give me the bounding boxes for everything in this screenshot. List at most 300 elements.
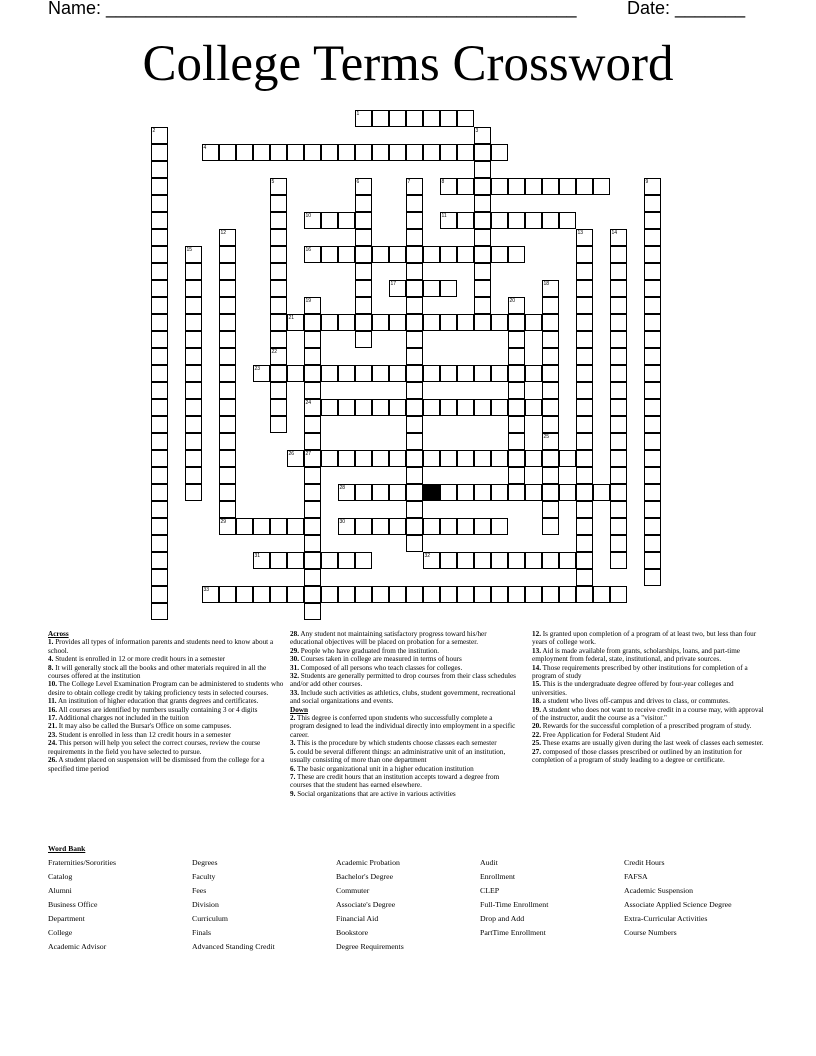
grid-cell[interactable] xyxy=(644,229,661,246)
grid-cell[interactable] xyxy=(304,603,321,620)
grid-cell[interactable] xyxy=(576,297,593,314)
grid-cell[interactable] xyxy=(270,229,287,246)
grid-cell[interactable] xyxy=(355,195,372,212)
grid-cell[interactable] xyxy=(610,314,627,331)
grid-cell[interactable] xyxy=(270,144,287,161)
grid-cell[interactable] xyxy=(440,586,457,603)
grid-cell[interactable] xyxy=(559,212,576,229)
grid-cell[interactable] xyxy=(151,569,168,586)
grid-cell[interactable] xyxy=(406,331,423,348)
grid-cell[interactable] xyxy=(219,501,236,518)
grid-cell[interactable] xyxy=(355,484,372,501)
grid-cell[interactable] xyxy=(372,110,389,127)
grid-cell[interactable] xyxy=(355,518,372,535)
grid-cell[interactable] xyxy=(304,314,321,331)
grid-cell[interactable] xyxy=(406,518,423,535)
grid-cell[interactable] xyxy=(338,314,355,331)
grid-cell[interactable] xyxy=(610,518,627,535)
grid-cell[interactable] xyxy=(423,365,440,382)
grid-cell[interactable] xyxy=(219,348,236,365)
grid-cell[interactable] xyxy=(389,246,406,263)
grid-cell[interactable] xyxy=(576,280,593,297)
grid-cell[interactable] xyxy=(474,280,491,297)
grid-cell[interactable] xyxy=(219,416,236,433)
grid-cell[interactable] xyxy=(270,399,287,416)
grid-cell[interactable] xyxy=(304,501,321,518)
grid-cell[interactable] xyxy=(593,178,610,195)
grid-cell[interactable] xyxy=(491,212,508,229)
grid-cell[interactable] xyxy=(474,484,491,501)
grid-cell[interactable] xyxy=(304,518,321,535)
grid-cell[interactable] xyxy=(355,331,372,348)
grid-cell[interactable] xyxy=(151,484,168,501)
grid-cell[interactable] xyxy=(219,382,236,399)
grid-cell[interactable] xyxy=(151,467,168,484)
grid-cell[interactable] xyxy=(508,484,525,501)
grid-cell[interactable] xyxy=(440,399,457,416)
grid-cell[interactable] xyxy=(423,399,440,416)
grid-cell[interactable] xyxy=(338,552,355,569)
grid-cell[interactable] xyxy=(151,229,168,246)
grid-cell[interactable] xyxy=(542,297,559,314)
grid-cell[interactable] xyxy=(525,178,542,195)
grid-cell[interactable] xyxy=(491,484,508,501)
grid-cell[interactable] xyxy=(185,399,202,416)
grid-cell[interactable] xyxy=(508,365,525,382)
grid-cell[interactable] xyxy=(151,603,168,620)
grid-cell[interactable] xyxy=(151,535,168,552)
grid-cell[interactable] xyxy=(304,382,321,399)
grid-cell[interactable] xyxy=(644,314,661,331)
grid-cell[interactable] xyxy=(406,433,423,450)
grid-cell[interactable] xyxy=(321,314,338,331)
grid-cell[interactable] xyxy=(270,314,287,331)
grid-cell[interactable] xyxy=(644,263,661,280)
grid-cell[interactable] xyxy=(304,416,321,433)
grid-cell[interactable] xyxy=(185,433,202,450)
grid-cell[interactable] xyxy=(457,518,474,535)
grid-cell[interactable] xyxy=(406,314,423,331)
grid-cell[interactable] xyxy=(270,365,287,382)
grid-cell[interactable] xyxy=(406,399,423,416)
grid-cell[interactable] xyxy=(406,586,423,603)
grid-cell[interactable] xyxy=(474,586,491,603)
grid-cell[interactable] xyxy=(389,110,406,127)
grid-cell[interactable] xyxy=(406,467,423,484)
grid-cell[interactable] xyxy=(508,399,525,416)
grid-cell[interactable] xyxy=(355,314,372,331)
grid-cell[interactable] xyxy=(304,484,321,501)
grid-cell[interactable] xyxy=(219,297,236,314)
grid-cell[interactable] xyxy=(389,484,406,501)
grid-cell[interactable] xyxy=(406,229,423,246)
grid-cell[interactable] xyxy=(644,348,661,365)
grid-cell[interactable] xyxy=(525,314,542,331)
grid-cell[interactable] xyxy=(321,365,338,382)
grid-cell[interactable] xyxy=(491,314,508,331)
grid-cell[interactable] xyxy=(508,348,525,365)
grid-cell[interactable] xyxy=(185,263,202,280)
grid-cell[interactable] xyxy=(423,314,440,331)
grid-cell[interactable] xyxy=(610,365,627,382)
grid-cell[interactable] xyxy=(423,144,440,161)
grid-cell[interactable] xyxy=(576,416,593,433)
grid-cell[interactable] xyxy=(610,280,627,297)
grid-cell[interactable] xyxy=(457,314,474,331)
grid-cell[interactable] xyxy=(151,246,168,263)
grid-cell[interactable] xyxy=(474,229,491,246)
grid-cell[interactable] xyxy=(525,484,542,501)
grid-cell[interactable] xyxy=(270,195,287,212)
grid-cell[interactable] xyxy=(542,399,559,416)
grid-cell[interactable] xyxy=(644,416,661,433)
grid-cell[interactable] xyxy=(508,552,525,569)
grid-cell[interactable] xyxy=(457,450,474,467)
grid-cell[interactable] xyxy=(253,586,270,603)
grid-cell[interactable] xyxy=(185,348,202,365)
grid-cell[interactable] xyxy=(406,195,423,212)
grid-cell[interactable] xyxy=(508,331,525,348)
grid-cell[interactable] xyxy=(491,518,508,535)
grid-cell[interactable] xyxy=(185,450,202,467)
grid-cell[interactable] xyxy=(287,144,304,161)
grid-cell[interactable] xyxy=(525,586,542,603)
grid-cell[interactable] xyxy=(457,212,474,229)
grid-cell[interactable] xyxy=(508,212,525,229)
grid-cell[interactable] xyxy=(219,399,236,416)
grid-cell[interactable] xyxy=(644,365,661,382)
grid-cell[interactable] xyxy=(253,144,270,161)
grid-cell[interactable] xyxy=(270,297,287,314)
grid-cell[interactable] xyxy=(389,365,406,382)
grid-cell[interactable] xyxy=(151,331,168,348)
grid-cell[interactable] xyxy=(610,535,627,552)
grid-cell[interactable] xyxy=(644,518,661,535)
grid-cell[interactable] xyxy=(576,450,593,467)
grid-cell[interactable] xyxy=(151,280,168,297)
grid-cell[interactable] xyxy=(457,365,474,382)
grid-cell[interactable] xyxy=(270,246,287,263)
grid-cell[interactable] xyxy=(406,144,423,161)
grid-cell[interactable] xyxy=(474,212,491,229)
grid-cell[interactable] xyxy=(559,178,576,195)
grid-cell[interactable] xyxy=(355,246,372,263)
grid-cell[interactable] xyxy=(151,178,168,195)
grid-cell[interactable] xyxy=(644,331,661,348)
grid-cell[interactable] xyxy=(270,416,287,433)
grid-cell[interactable] xyxy=(185,467,202,484)
grid-cell[interactable] xyxy=(406,110,423,127)
grid-cell[interactable] xyxy=(644,297,661,314)
grid-cell[interactable] xyxy=(151,314,168,331)
grid-cell[interactable] xyxy=(474,314,491,331)
grid-cell[interactable] xyxy=(151,399,168,416)
grid-cell[interactable] xyxy=(406,535,423,552)
grid-cell[interactable] xyxy=(474,450,491,467)
grid-cell[interactable] xyxy=(576,484,593,501)
grid-cell[interactable] xyxy=(440,314,457,331)
grid-cell[interactable] xyxy=(287,552,304,569)
grid-cell[interactable] xyxy=(576,399,593,416)
grid-cell[interactable] xyxy=(576,246,593,263)
grid-cell[interactable] xyxy=(440,144,457,161)
grid-cell[interactable] xyxy=(355,280,372,297)
grid-cell[interactable] xyxy=(321,399,338,416)
grid-cell[interactable] xyxy=(219,433,236,450)
grid-cell[interactable] xyxy=(151,586,168,603)
grid-cell[interactable] xyxy=(372,246,389,263)
grid-cell[interactable] xyxy=(355,365,372,382)
grid-cell[interactable] xyxy=(389,399,406,416)
grid-cell[interactable] xyxy=(423,450,440,467)
grid-cell[interactable] xyxy=(610,450,627,467)
grid-cell[interactable] xyxy=(644,467,661,484)
grid-cell[interactable] xyxy=(355,229,372,246)
grid-cell[interactable] xyxy=(185,484,202,501)
grid-cell[interactable] xyxy=(542,416,559,433)
grid-cell[interactable] xyxy=(542,382,559,399)
grid-cell[interactable] xyxy=(355,552,372,569)
grid-cell[interactable] xyxy=(457,144,474,161)
grid-cell[interactable] xyxy=(287,518,304,535)
grid-cell[interactable] xyxy=(576,348,593,365)
grid-cell[interactable] xyxy=(185,297,202,314)
grid-cell[interactable] xyxy=(576,178,593,195)
grid-cell[interactable] xyxy=(610,552,627,569)
grid-cell[interactable] xyxy=(236,518,253,535)
grid-cell[interactable] xyxy=(474,263,491,280)
grid-cell[interactable] xyxy=(542,586,559,603)
grid-cell[interactable] xyxy=(151,450,168,467)
grid-cell[interactable] xyxy=(151,263,168,280)
grid-cell[interactable] xyxy=(151,518,168,535)
grid-cell[interactable] xyxy=(525,450,542,467)
grid-cell[interactable] xyxy=(151,365,168,382)
grid-cell[interactable] xyxy=(423,586,440,603)
grid-cell[interactable] xyxy=(304,144,321,161)
grid-cell[interactable] xyxy=(151,161,168,178)
grid-cell[interactable] xyxy=(389,586,406,603)
grid-cell[interactable] xyxy=(355,297,372,314)
grid-cell[interactable] xyxy=(355,144,372,161)
grid-cell[interactable] xyxy=(542,348,559,365)
grid-cell[interactable] xyxy=(406,501,423,518)
grid-cell[interactable] xyxy=(440,110,457,127)
grid-cell[interactable] xyxy=(304,467,321,484)
grid-cell[interactable] xyxy=(338,586,355,603)
grid-cell[interactable] xyxy=(440,552,457,569)
grid-cell[interactable] xyxy=(355,399,372,416)
grid-cell[interactable] xyxy=(423,246,440,263)
grid-cell[interactable] xyxy=(542,450,559,467)
grid-cell[interactable] xyxy=(406,212,423,229)
grid-cell[interactable] xyxy=(219,144,236,161)
grid-cell[interactable] xyxy=(389,450,406,467)
grid-cell[interactable] xyxy=(491,178,508,195)
grid-cell[interactable] xyxy=(372,518,389,535)
grid-cell[interactable] xyxy=(236,586,253,603)
grid-cell[interactable] xyxy=(525,552,542,569)
grid-cell[interactable] xyxy=(185,382,202,399)
name-field[interactable]: Name: _______________________________________________ xyxy=(48,0,577,18)
grid-cell[interactable] xyxy=(185,331,202,348)
grid-cell[interactable] xyxy=(508,467,525,484)
grid-cell[interactable] xyxy=(219,450,236,467)
grid-cell[interactable] xyxy=(508,416,525,433)
grid-cell[interactable] xyxy=(219,467,236,484)
grid-cell[interactable] xyxy=(644,501,661,518)
grid-cell[interactable] xyxy=(270,280,287,297)
grid-cell[interactable] xyxy=(491,246,508,263)
grid-cell[interactable] xyxy=(457,178,474,195)
grid-cell[interactable] xyxy=(525,399,542,416)
grid-cell[interactable] xyxy=(304,535,321,552)
grid-cell[interactable] xyxy=(525,365,542,382)
grid-cell[interactable] xyxy=(542,365,559,382)
grid-cell[interactable] xyxy=(457,552,474,569)
grid-cell[interactable] xyxy=(576,467,593,484)
grid-cell[interactable] xyxy=(219,263,236,280)
grid-cell[interactable] xyxy=(406,484,423,501)
grid-cell[interactable] xyxy=(610,348,627,365)
grid-cell[interactable] xyxy=(457,586,474,603)
grid-cell[interactable] xyxy=(474,195,491,212)
grid-cell[interactable] xyxy=(406,348,423,365)
grid-cell[interactable] xyxy=(236,144,253,161)
grid-cell[interactable] xyxy=(576,586,593,603)
grid-cell[interactable] xyxy=(389,144,406,161)
grid-cell[interactable] xyxy=(406,450,423,467)
grid-cell[interactable] xyxy=(270,331,287,348)
grid-cell[interactable] xyxy=(304,552,321,569)
grid-cell[interactable] xyxy=(406,416,423,433)
grid-cell[interactable] xyxy=(508,246,525,263)
grid-cell[interactable] xyxy=(559,450,576,467)
grid-cell[interactable] xyxy=(491,450,508,467)
grid-cell[interactable] xyxy=(474,365,491,382)
grid-cell[interactable] xyxy=(151,195,168,212)
grid-cell[interactable] xyxy=(474,178,491,195)
grid-cell[interactable] xyxy=(474,161,491,178)
grid-cell[interactable] xyxy=(423,518,440,535)
grid-cell[interactable] xyxy=(406,280,423,297)
grid-cell[interactable] xyxy=(355,450,372,467)
grid-cell[interactable] xyxy=(610,382,627,399)
grid-cell[interactable] xyxy=(440,365,457,382)
date-field[interactable]: Date: _______ xyxy=(627,0,746,18)
grid-cell[interactable] xyxy=(355,212,372,229)
grid-cell[interactable] xyxy=(474,246,491,263)
grid-cell[interactable] xyxy=(491,365,508,382)
grid-cell[interactable] xyxy=(576,365,593,382)
grid-cell[interactable] xyxy=(423,280,440,297)
grid-cell[interactable] xyxy=(185,416,202,433)
grid-cell[interactable] xyxy=(474,144,491,161)
grid-cell[interactable] xyxy=(151,144,168,161)
grid-cell[interactable] xyxy=(151,348,168,365)
grid-cell[interactable] xyxy=(440,280,457,297)
grid-cell[interactable] xyxy=(151,501,168,518)
grid-cell[interactable] xyxy=(491,144,508,161)
grid-cell[interactable] xyxy=(576,518,593,535)
grid-cell[interactable] xyxy=(644,280,661,297)
grid-cell[interactable] xyxy=(355,263,372,280)
grid-cell[interactable] xyxy=(508,178,525,195)
grid-cell[interactable] xyxy=(542,212,559,229)
grid-cell[interactable] xyxy=(406,297,423,314)
grid-cell[interactable] xyxy=(576,569,593,586)
grid-cell[interactable] xyxy=(610,484,627,501)
grid-cell[interactable] xyxy=(287,586,304,603)
grid-cell[interactable] xyxy=(304,331,321,348)
grid-cell[interactable] xyxy=(593,484,610,501)
grid-cell[interactable] xyxy=(440,450,457,467)
grid-cell[interactable] xyxy=(508,450,525,467)
grid-cell[interactable] xyxy=(576,433,593,450)
grid-cell[interactable] xyxy=(644,382,661,399)
grid-cell[interactable] xyxy=(491,586,508,603)
grid-cell[interactable] xyxy=(372,450,389,467)
grid-cell[interactable] xyxy=(610,586,627,603)
grid-cell[interactable] xyxy=(151,552,168,569)
grid-cell[interactable] xyxy=(338,246,355,263)
grid-cell[interactable] xyxy=(219,484,236,501)
grid-cell[interactable] xyxy=(321,212,338,229)
grid-cell[interactable] xyxy=(610,263,627,280)
grid-cell[interactable] xyxy=(304,569,321,586)
grid-cell[interactable] xyxy=(593,586,610,603)
grid-cell[interactable] xyxy=(219,280,236,297)
grid-cell[interactable] xyxy=(610,246,627,263)
grid-cell[interactable] xyxy=(151,297,168,314)
grid-cell[interactable] xyxy=(644,399,661,416)
grid-cell[interactable] xyxy=(321,144,338,161)
grid-cell[interactable] xyxy=(559,484,576,501)
grid-cell[interactable] xyxy=(644,535,661,552)
grid-cell[interactable] xyxy=(338,212,355,229)
grid-cell[interactable] xyxy=(610,501,627,518)
grid-cell[interactable] xyxy=(508,433,525,450)
grid-cell[interactable] xyxy=(508,586,525,603)
grid-cell[interactable] xyxy=(542,467,559,484)
grid-cell[interactable] xyxy=(151,416,168,433)
grid-cell[interactable] xyxy=(338,144,355,161)
grid-cell[interactable] xyxy=(372,484,389,501)
grid-cell[interactable] xyxy=(610,467,627,484)
grid-cell[interactable] xyxy=(151,382,168,399)
grid-cell[interactable] xyxy=(304,586,321,603)
grid-cell[interactable] xyxy=(270,263,287,280)
grid-cell[interactable] xyxy=(304,348,321,365)
grid-cell[interactable] xyxy=(219,365,236,382)
grid-cell[interactable] xyxy=(423,110,440,127)
grid-cell[interactable] xyxy=(219,314,236,331)
grid-cell[interactable] xyxy=(610,297,627,314)
grid-cell[interactable] xyxy=(491,552,508,569)
grid-cell[interactable] xyxy=(542,501,559,518)
grid-cell[interactable] xyxy=(576,382,593,399)
grid-cell[interactable] xyxy=(270,586,287,603)
grid-cell[interactable] xyxy=(304,433,321,450)
grid-cell[interactable] xyxy=(525,212,542,229)
grid-cell[interactable] xyxy=(338,365,355,382)
grid-cell[interactable] xyxy=(457,246,474,263)
grid-cell[interactable] xyxy=(508,314,525,331)
grid-cell[interactable] xyxy=(219,586,236,603)
grid-cell[interactable] xyxy=(440,518,457,535)
grid-cell[interactable] xyxy=(508,382,525,399)
grid-cell[interactable] xyxy=(406,246,423,263)
